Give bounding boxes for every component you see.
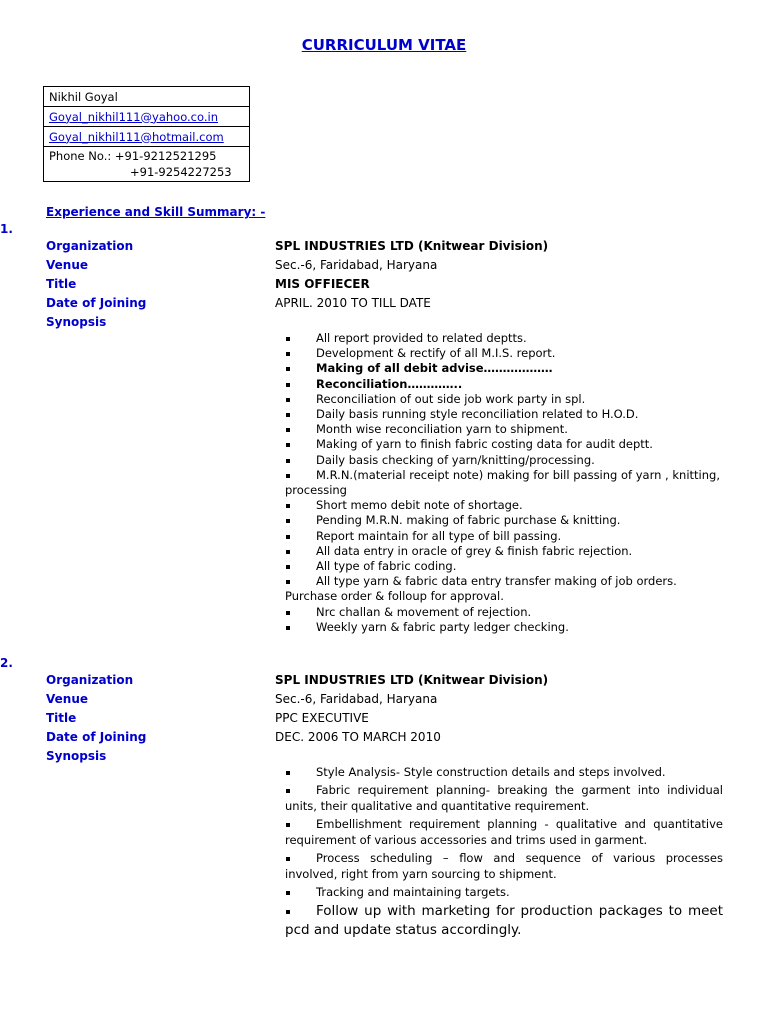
job-1-synopsis-list <box>285 331 721 635</box>
list-item: All type of fabric coding. <box>285 559 721 574</box>
label-synopsis: Synopsis <box>46 749 107 763</box>
phone-primary: Phone No.: +91-9212521295 <box>49 149 217 163</box>
list-item: Follow up with marketing for production packages to meet pcd and update status accordingly. <box>285 903 723 938</box>
job-number: 2. <box>0 656 13 670</box>
label-date-of-joining: Date of Joining <box>46 730 147 744</box>
label-date-of-joining: Date of Joining <box>46 296 147 310</box>
contact-phone <box>44 147 250 182</box>
job-2-synopsis-list <box>285 764 723 942</box>
label-title: Title <box>46 277 77 291</box>
label-venue: Venue <box>46 258 88 272</box>
list-item: Making of yarn to finish fabric costing data for audit deptt. <box>285 437 721 452</box>
section-heading: Experience and Skill Summary: - <box>46 205 266 219</box>
list-item: All type yarn & fabric data entry transfer making of job orders. Purchase order & folloup for approval. <box>285 574 721 604</box>
job-title: PPC EXECUTIVE <box>275 711 369 725</box>
job-date-of-joining: APRIL. 2010 TO TILL DATE <box>275 296 431 310</box>
email-link-yahoo[interactable]: Goyal_nikhil111@yahoo.co.in <box>44 107 250 127</box>
list-item: Report maintain for all type of bill passing. <box>285 529 721 544</box>
list-item: Process scheduling – flow and sequence of various processes involved, right from yarn sourcing to shipment. <box>285 851 723 881</box>
label-title: Title <box>46 711 77 725</box>
list-item: Fabric requirement planning- breaking the garment into individual units, their qualitative and quantitative requirement. <box>285 783 723 813</box>
list-item: Pending M.R.N. making of fabric purchase & knitting. <box>285 513 721 528</box>
list-item: Daily basis running style reconciliation related to H.O.D. <box>285 407 721 422</box>
list-item: Daily basis checking of yarn/knitting/processing. <box>285 453 721 468</box>
list-item: All report provided to related deptts. <box>285 331 721 346</box>
list-item: Tracking and maintaining targets. <box>285 884 723 900</box>
job-venue: Sec.-6, Faridabad, Haryana <box>275 258 438 272</box>
list-item: Making of all debit advise……………… <box>285 361 721 376</box>
job-venue: Sec.-6, Faridabad, Haryana <box>275 692 438 706</box>
label-synopsis: Synopsis <box>46 315 107 329</box>
job-organization: SPL INDUSTRIES LTD (Knitwear Division) <box>275 239 549 253</box>
job-organization: SPL INDUSTRIES LTD (Knitwear Division) <box>275 673 549 687</box>
label-venue: Venue <box>46 692 88 706</box>
job-date-of-joining: DEC. 2006 TO MARCH 2010 <box>275 730 441 744</box>
list-item: Embellishment requirement planning - qualitative and quantitative requirement of various accessories and trims used in garment. <box>285 817 723 847</box>
label-organization: Organization <box>46 239 134 253</box>
list-item: Style Analysis- Style construction details and steps involved. <box>285 764 723 780</box>
list-item: All data entry in oracle of grey & finish fabric rejection. <box>285 544 721 559</box>
contact-box <box>43 86 250 182</box>
list-item: Weekly yarn & fabric party ledger checking. <box>285 620 721 635</box>
list-item: Reconciliation………….. <box>285 377 721 392</box>
phone-secondary: +91-9254227253 <box>130 165 232 179</box>
email-link-hotmail[interactable]: Goyal_nikhil111@hotmail.com <box>44 127 250 147</box>
page-title: CURRICULUM VITAE <box>301 36 467 54</box>
contact-name: Nikhil Goyal <box>44 87 250 107</box>
list-item: Reconciliation of out side job work party in spl. <box>285 392 721 407</box>
job-title: MIS OFFIECER <box>275 277 370 291</box>
list-item: Nrc challan & movement of rejection. <box>285 605 721 620</box>
list-item: Development & rectify of all M.I.S. report. <box>285 346 721 361</box>
job-number: 1. <box>0 222 13 236</box>
list-item: Month wise reconciliation yarn to shipment. <box>285 422 721 437</box>
list-item: Short memo debit note of shortage. <box>285 498 721 513</box>
list-item: M.R.N.(material receipt note) making for bill passing of yarn , knitting, processing <box>285 467 720 498</box>
label-organization: Organization <box>46 673 134 687</box>
